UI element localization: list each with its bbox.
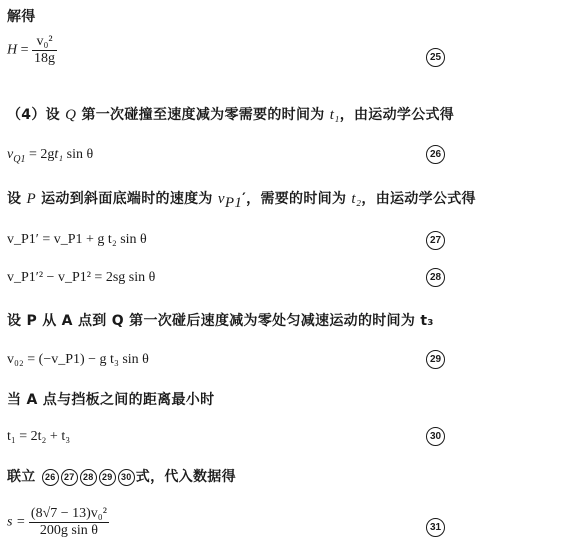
text-seg: 联立 xyxy=(7,469,36,485)
text-seg: ，需要的时间为 xyxy=(246,191,352,207)
prime: ′ xyxy=(242,191,247,207)
fraction-denominator: 18g xyxy=(34,51,56,66)
ref-26: 26 xyxy=(42,469,59,486)
text-seg: ，由运动学公式得 xyxy=(361,191,476,207)
equation-number-25: 25 xyxy=(426,48,445,67)
equation-number-26: 26 xyxy=(426,145,445,164)
p-statement xyxy=(7,188,476,211)
equation-29: v₀₂ = (−v_P1) − g t₃ sin θ xyxy=(7,352,149,367)
ref-28: 28 xyxy=(80,469,97,486)
equation-28: v_P1′² − v_P1² = 2sg sin θ xyxy=(7,270,156,285)
text-seg: 运动到斜面底端时的速度为 xyxy=(35,191,218,207)
var-v: v xyxy=(7,147,14,162)
equation-number-28: 28 xyxy=(426,268,445,287)
eq-seg: = 2g xyxy=(25,147,55,162)
fraction-numerator: (8√7 − 13)v₀² xyxy=(30,506,107,521)
eq-lhs: s = xyxy=(7,514,26,530)
equation-30: t₁ = 2t₂ + t₃ xyxy=(7,429,71,444)
equation-number-29: 29 xyxy=(426,350,445,369)
var-P: P xyxy=(26,191,36,207)
text-seg: ，由运动学公式得 xyxy=(339,107,455,123)
solve-label: 解得 xyxy=(7,9,36,25)
var-Q: Q xyxy=(65,107,77,123)
fraction xyxy=(32,34,57,67)
text-seg: 式，代入数据得 xyxy=(135,469,236,485)
a-statement: 设 P 从 A 点到 Q 第一次碰后速度减为零处匀减速运动的时间为 t₃ xyxy=(7,313,434,329)
ref-29: 29 xyxy=(99,469,116,486)
var-t1: t₁ xyxy=(329,107,340,123)
eq-seg: sin θ xyxy=(63,147,94,162)
ref-27: 27 xyxy=(61,469,78,486)
equation-26 xyxy=(7,147,93,163)
equation-25: H = $\frac{\text{v₀²}}{18g}$ xyxy=(7,34,56,66)
equation-31 xyxy=(7,506,109,539)
text-seg: （4）设 xyxy=(7,107,66,123)
text-seg: 第一次碰撞至速度减为零需要的时间为 xyxy=(76,107,330,123)
equation-27: v_P1′ = v_P1 + g t₂ sin θ xyxy=(7,232,147,247)
var-t1: t₁ xyxy=(54,147,64,162)
text-seg: 设 xyxy=(7,191,27,207)
part-4-statement xyxy=(7,104,454,124)
equation-number-27: 27 xyxy=(426,231,445,250)
var-t2: t₂ xyxy=(351,191,362,207)
fraction xyxy=(29,506,109,539)
combine-statement xyxy=(7,466,236,486)
min-distance-statement: 当 A 点与挡板之间的距离最小时 xyxy=(7,392,215,408)
var-v: v xyxy=(217,191,225,207)
equation-number-30: 30 xyxy=(426,427,445,446)
subscript: P1 xyxy=(224,194,243,211)
fraction-denominator: 200g sin θ xyxy=(39,523,98,538)
subscript: Q1 xyxy=(13,153,26,165)
fraction-numerator: v₀² xyxy=(32,34,57,51)
equation-number-31: 31 xyxy=(426,518,445,537)
ref-30: 30 xyxy=(118,469,135,486)
